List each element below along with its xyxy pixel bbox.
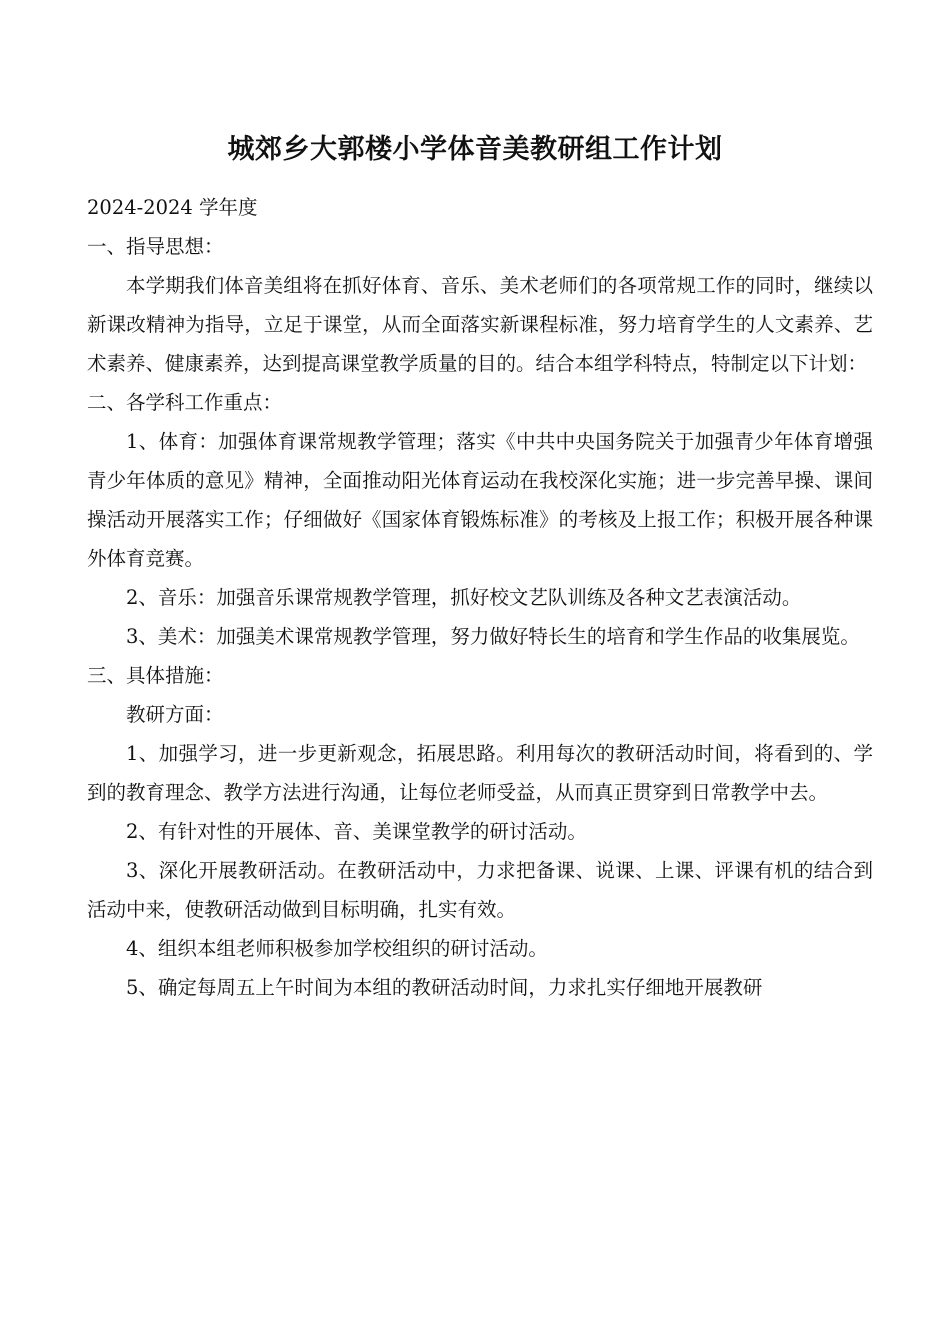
- paragraph-measure-2: 2、有针对性的开展体、音、美课堂教学的研讨活动。: [126, 820, 587, 843]
- paragraph-focus-art: 3、美术：加强美术课常规教学管理，努力做好特长生的培育和学生作品的收集展览。: [126, 625, 860, 648]
- section-heading-guiding: 一、指导思想：: [87, 235, 224, 258]
- paragraph-measure-4: 4、组织本组老师积极参加学校组织的研讨活动。: [126, 937, 548, 960]
- paragraph-measure-1: 1、加强学习，进一步更新观念，拓展思路。利用每次的教研活动时间，将看到的、学到的教育理念、教学方法进行沟通，让每位老师受益，从而真正贯穿到日常教学中去。: [87, 742, 873, 804]
- paragraph-measure-5: 5、确定每周五上午时间为本组的教研活动时间，力求扎实仔细地开展教研: [126, 976, 763, 999]
- subheading-research: 教研方面：: [126, 703, 224, 726]
- section-heading-measures: 三、具体措施：: [87, 664, 224, 687]
- school-year: 2024-2024 学年度: [87, 196, 258, 219]
- paragraph-focus-music: 2、音乐：加强音乐课常规教学管理，抓好校文艺队训练及各种文艺表演活动。: [126, 586, 802, 609]
- section-heading-focus: 二、各学科工作重点：: [87, 391, 283, 414]
- paragraph-focus-pe: 1、体育：加强体育课常规教学管理；落实《中共中央国务院关于加强青少年体育增强青少年体质的意见》精神，全面推动阳光体育运动在我校深化实施；进一步完善早操、课间操活动开展落实工作；仔细做好《国家体育锻炼标准》的考核及上报工作；积极开展各种课外体育竞赛。: [87, 430, 873, 570]
- document-title: 城郊乡大郭楼小学体音美教研组工作计划: [227, 134, 723, 165]
- document-body: [87, 188, 873, 1007]
- paragraph-measure-3: 3、深化开展教研活动。在教研活动中，力求把备课、说课、上课、评课有机的结合到活动中来，使教研活动做到目标明确，扎实有效。: [87, 859, 873, 921]
- paragraph-guiding: 本学期我们体音美组将在抓好体育、音乐、美术老师们的各项常规工作的同时，继续以新课改精神为指导，立足于课堂，从而全面落实新课程标准，努力培育学生的人文素养、艺术素养、健康素养，达到提高课堂教学质量的目的。结合本组学科特点，特制定以下计划：: [87, 274, 873, 375]
